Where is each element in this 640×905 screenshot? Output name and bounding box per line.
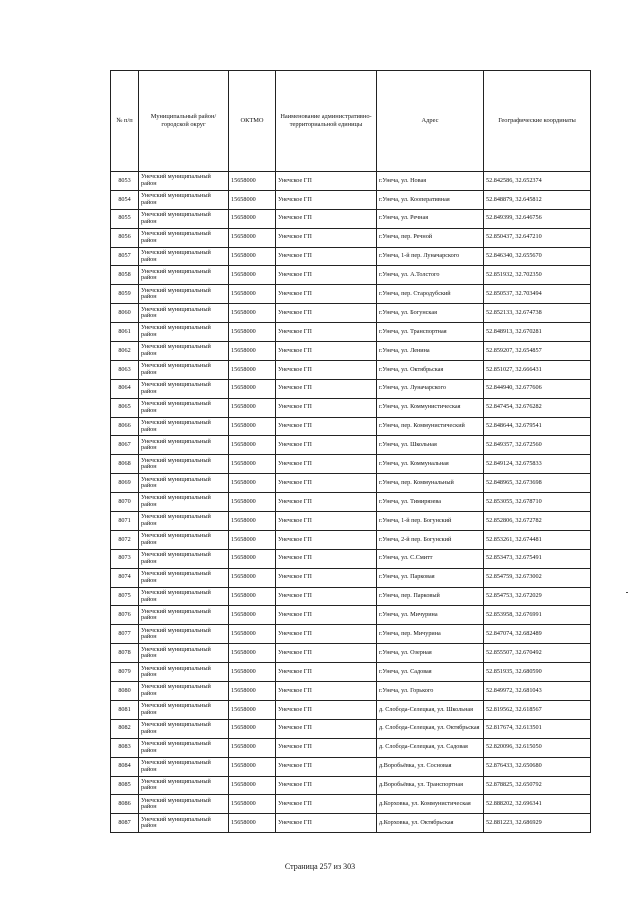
cell-number: 8068: [111, 455, 139, 474]
table-row: [111, 342, 591, 361]
cell-coordinates: 52.820096, 32.615050: [484, 738, 591, 757]
cell-number: 8085: [111, 776, 139, 795]
cell-coordinates: 52.846340, 32.655670: [484, 247, 591, 266]
cell-coordinates: 52.888202, 32.696341: [484, 795, 591, 814]
table-row: [111, 323, 591, 342]
cell-coordinates: 52.848879, 32.645812: [484, 190, 591, 209]
cell-address: г.Унеча, ул. Кооперативная: [377, 190, 484, 209]
cell-oktmo: 15658000: [229, 190, 276, 209]
cell-coordinates: 52.881223, 32.686929: [484, 814, 591, 833]
cell-coordinates: 52.847454, 32.676282: [484, 398, 591, 417]
cell-address: г.Унеча, ул. Мичурина: [377, 606, 484, 625]
table-row: [111, 700, 591, 719]
cell-address: д.Воробьёвка, ул. Сосновая: [377, 757, 484, 776]
table-body: [111, 172, 591, 833]
cell-admin-unit: Унечское ГП: [276, 209, 377, 228]
cell-admin-unit: Унечское ГП: [276, 172, 377, 191]
cell-coordinates: 52.849124, 32.675833: [484, 455, 591, 474]
cell-oktmo: 15658000: [229, 228, 276, 247]
table-row: [111, 455, 591, 474]
cell-admin-unit: Унечское ГП: [276, 757, 377, 776]
cell-admin-unit: Унечское ГП: [276, 304, 377, 323]
cell-oktmo: 15658000: [229, 455, 276, 474]
cell-number: 8075: [111, 587, 139, 606]
cell-coordinates: 52.849972, 32.681043: [484, 682, 591, 701]
table-row: [111, 795, 591, 814]
cell-coordinates: 52.853261, 32.674481: [484, 530, 591, 549]
cell-number: 8067: [111, 436, 139, 455]
cell-oktmo: 15658000: [229, 738, 276, 757]
cell-number: 8061: [111, 323, 139, 342]
cell-coordinates: 52.847074, 32.682489: [484, 625, 591, 644]
table-row: [111, 682, 591, 701]
cell-number: 8071: [111, 512, 139, 531]
cell-number: 8063: [111, 360, 139, 379]
cell-number: 8079: [111, 663, 139, 682]
cell-oktmo: 15658000: [229, 493, 276, 512]
cell-admin-unit: Унечское ГП: [276, 568, 377, 587]
cell-municipality: Унечский муниципальный район: [139, 360, 229, 379]
cell-municipality: Унечский муниципальный район: [139, 323, 229, 342]
cell-number: 8072: [111, 530, 139, 549]
table-row: [111, 549, 591, 568]
cell-number: 8062: [111, 342, 139, 361]
cell-address: г.Унеча, ул. Коммунальная: [377, 455, 484, 474]
cell-address: г.Унеча, ул. Луначарского: [377, 379, 484, 398]
table-row: [111, 738, 591, 757]
cell-address: г.Унеча, ул. Новая: [377, 172, 484, 191]
table-row: [111, 417, 591, 436]
cell-oktmo: 15658000: [229, 682, 276, 701]
table-row: [111, 757, 591, 776]
cell-municipality: Унечский муниципальный район: [139, 512, 229, 531]
cell-oktmo: 15658000: [229, 700, 276, 719]
table-row: [111, 814, 591, 833]
cell-municipality: Унечский муниципальный район: [139, 304, 229, 323]
cell-municipality: Унечский муниципальный район: [139, 285, 229, 304]
table-row: [111, 644, 591, 663]
cell-address: г.Унеча, ул. Октябрьская: [377, 360, 484, 379]
cell-oktmo: 15658000: [229, 304, 276, 323]
table-row: [111, 530, 591, 549]
cell-oktmo: 15658000: [229, 530, 276, 549]
cell-number: 8065: [111, 398, 139, 417]
cell-oktmo: 15658000: [229, 209, 276, 228]
cell-coordinates: 52.859207, 32.654857: [484, 342, 591, 361]
cell-oktmo: 15658000: [229, 776, 276, 795]
cell-coordinates: 52.851932, 32.702350: [484, 266, 591, 285]
table-row: [111, 228, 591, 247]
cell-address: д.Корховка, ул. Коммунистическая: [377, 795, 484, 814]
table-row: [111, 625, 591, 644]
cell-municipality: Унечский муниципальный район: [139, 738, 229, 757]
table-row: [111, 266, 591, 285]
cell-coordinates: 52.876433, 32.650680: [484, 757, 591, 776]
cell-address: г.Унеча, пер. Парковый: [377, 587, 484, 606]
margin-mark: [626, 592, 628, 593]
cell-municipality: Унечский муниципальный район: [139, 530, 229, 549]
cell-address: г.Унеча, ул. Парковая: [377, 568, 484, 587]
cell-address: г.Унеча, пер. Мичурина: [377, 625, 484, 644]
cell-admin-unit: Унечское ГП: [276, 436, 377, 455]
cell-municipality: Унечский муниципальный район: [139, 625, 229, 644]
cell-number: 8055: [111, 209, 139, 228]
cell-admin-unit: Унечское ГП: [276, 247, 377, 266]
cell-municipality: Унечский муниципальный район: [139, 172, 229, 191]
cell-admin-unit: Унечское ГП: [276, 455, 377, 474]
cell-number: 8066: [111, 417, 139, 436]
cell-oktmo: 15658000: [229, 512, 276, 531]
table-row: [111, 247, 591, 266]
table-header-row: [111, 71, 591, 172]
cell-coordinates: 52.850437, 32.647210: [484, 228, 591, 247]
cell-address: г.Унеча, пер. Коммунальный: [377, 474, 484, 493]
cell-municipality: Унечский муниципальный район: [139, 757, 229, 776]
cell-oktmo: 15658000: [229, 663, 276, 682]
cell-number: 8060: [111, 304, 139, 323]
cell-admin-unit: Унечское ГП: [276, 663, 377, 682]
cell-admin-unit: Унечское ГП: [276, 285, 377, 304]
address-registry-table: [110, 70, 591, 833]
cell-oktmo: 15658000: [229, 549, 276, 568]
cell-address: г.Унеча, 2-й пер. Богунский: [377, 530, 484, 549]
cell-municipality: Унечский муниципальный район: [139, 814, 229, 833]
cell-coordinates: 52.842586, 32.652374: [484, 172, 591, 191]
cell-number: 8087: [111, 814, 139, 833]
table-row: [111, 379, 591, 398]
cell-oktmo: 15658000: [229, 360, 276, 379]
cell-municipality: Унечский муниципальный район: [139, 700, 229, 719]
cell-number: 8058: [111, 266, 139, 285]
table-row: [111, 360, 591, 379]
cell-municipality: Унечский муниципальный район: [139, 228, 229, 247]
cell-admin-unit: Унечское ГП: [276, 814, 377, 833]
cell-address: г.Унеча, 1-й пер. Луначарского: [377, 247, 484, 266]
table-row: [111, 663, 591, 682]
cell-coordinates: 52.853473, 32.675491: [484, 549, 591, 568]
cell-coordinates: 52.853958, 32.676991: [484, 606, 591, 625]
header-oktmo: ОКТМО: [229, 71, 276, 172]
cell-coordinates: 52.850537, 32.703494: [484, 285, 591, 304]
cell-number: 8064: [111, 379, 139, 398]
table-row: [111, 776, 591, 795]
cell-coordinates: 52.849399, 32.646756: [484, 209, 591, 228]
cell-coordinates: 52.851935, 32.680590: [484, 663, 591, 682]
cell-number: 8082: [111, 719, 139, 738]
table-row: [111, 606, 591, 625]
cell-municipality: Унечский муниципальный район: [139, 474, 229, 493]
cell-address: г.Унеча, ул. Садовая: [377, 663, 484, 682]
cell-number: 8080: [111, 682, 139, 701]
table-row: [111, 474, 591, 493]
cell-municipality: Унечский муниципальный район: [139, 587, 229, 606]
cell-municipality: Унечский муниципальный район: [139, 190, 229, 209]
cell-address: г.Унеча, пер. Стародубский: [377, 285, 484, 304]
cell-admin-unit: Унечское ГП: [276, 738, 377, 757]
cell-coordinates: 52.849357, 32.672560: [484, 436, 591, 455]
cell-admin-unit: Унечское ГП: [276, 342, 377, 361]
cell-oktmo: 15658000: [229, 323, 276, 342]
cell-admin-unit: Унечское ГП: [276, 606, 377, 625]
cell-oktmo: 15658000: [229, 379, 276, 398]
cell-admin-unit: Унечское ГП: [276, 379, 377, 398]
table-row: [111, 493, 591, 512]
cell-admin-unit: Унечское ГП: [276, 398, 377, 417]
cell-coordinates: 52.848913, 32.670281: [484, 323, 591, 342]
cell-coordinates: 52.852806, 32.672782: [484, 512, 591, 531]
cell-address: д.Корховка, ул. Октябрьская: [377, 814, 484, 833]
cell-admin-unit: Унечское ГП: [276, 474, 377, 493]
cell-coordinates: 52.848965, 32.673698: [484, 474, 591, 493]
cell-admin-unit: Унечское ГП: [276, 323, 377, 342]
cell-admin-unit: Унечское ГП: [276, 417, 377, 436]
cell-address: г.Унеча, ул. С.Смитт: [377, 549, 484, 568]
cell-municipality: Унечский муниципальный район: [139, 455, 229, 474]
cell-address: д. Слобода-Селецкая, ул. Школьная: [377, 700, 484, 719]
table-row: [111, 172, 591, 191]
cell-number: 8057: [111, 247, 139, 266]
cell-municipality: Унечский муниципальный район: [139, 795, 229, 814]
cell-municipality: Унечский муниципальный район: [139, 644, 229, 663]
cell-municipality: Унечский муниципальный район: [139, 417, 229, 436]
cell-address: д.Воробьёвка, ул. Транспортная: [377, 776, 484, 795]
cell-admin-unit: Унечское ГП: [276, 625, 377, 644]
cell-oktmo: 15658000: [229, 172, 276, 191]
cell-oktmo: 15658000: [229, 795, 276, 814]
cell-municipality: Унечский муниципальный район: [139, 398, 229, 417]
header-municipality: Муниципальный район/городской округ: [139, 71, 229, 172]
cell-oktmo: 15658000: [229, 247, 276, 266]
cell-oktmo: 15658000: [229, 606, 276, 625]
cell-oktmo: 15658000: [229, 398, 276, 417]
cell-oktmo: 15658000: [229, 644, 276, 663]
cell-admin-unit: Унечское ГП: [276, 776, 377, 795]
table-row: [111, 436, 591, 455]
cell-coordinates: 52.819562, 32.618567: [484, 700, 591, 719]
cell-oktmo: 15658000: [229, 342, 276, 361]
cell-oktmo: 15658000: [229, 587, 276, 606]
cell-admin-unit: Унечское ГП: [276, 719, 377, 738]
cell-address: г.Унеча, ул. Школьная: [377, 436, 484, 455]
cell-admin-unit: Унечское ГП: [276, 644, 377, 663]
cell-address: г.Унеча, ул. Транспортная: [377, 323, 484, 342]
cell-number: 8077: [111, 625, 139, 644]
cell-oktmo: 15658000: [229, 266, 276, 285]
table-row: [111, 587, 591, 606]
cell-municipality: Унечский муниципальный район: [139, 436, 229, 455]
cell-oktmo: 15658000: [229, 814, 276, 833]
cell-municipality: Унечский муниципальный район: [139, 247, 229, 266]
cell-admin-unit: Унечское ГП: [276, 228, 377, 247]
header-number: № п/п: [111, 71, 139, 172]
table-row: [111, 719, 591, 738]
cell-oktmo: 15658000: [229, 285, 276, 304]
cell-coordinates: 52.852133, 32.674738: [484, 304, 591, 323]
cell-number: 8081: [111, 700, 139, 719]
cell-number: 8084: [111, 757, 139, 776]
cell-coordinates: 52.848644, 32.679541: [484, 417, 591, 436]
table-row: [111, 512, 591, 531]
cell-number: 8078: [111, 644, 139, 663]
cell-oktmo: 15658000: [229, 625, 276, 644]
cell-address: д. Слобода-Селецкая, ул. Октябрьская: [377, 719, 484, 738]
cell-address: г.Унеча, ул. Коммунистическая: [377, 398, 484, 417]
cell-admin-unit: Унечское ГП: [276, 700, 377, 719]
cell-oktmo: 15658000: [229, 719, 276, 738]
cell-number: 8053: [111, 172, 139, 191]
cell-admin-unit: Унечское ГП: [276, 530, 377, 549]
cell-address: г.Унеча, ул. Горького: [377, 682, 484, 701]
cell-admin-unit: Унечское ГП: [276, 266, 377, 285]
cell-admin-unit: Унечское ГП: [276, 549, 377, 568]
cell-address: г.Унеча, ул. Озерная: [377, 644, 484, 663]
cell-address: д. Слобода-Селецкая, ул. Садовая: [377, 738, 484, 757]
cell-municipality: Унечский муниципальный район: [139, 379, 229, 398]
table-row: [111, 190, 591, 209]
cell-coordinates: 52.854753, 32.672029: [484, 587, 591, 606]
header-coordinates: Географические координаты: [484, 71, 591, 172]
cell-admin-unit: Унечское ГП: [276, 493, 377, 512]
cell-municipality: Унечский муниципальный район: [139, 719, 229, 738]
cell-municipality: Унечский муниципальный район: [139, 342, 229, 361]
cell-number: 8076: [111, 606, 139, 625]
page-number-footer: Страница 257 из 303: [284, 862, 356, 871]
cell-number: 8069: [111, 474, 139, 493]
cell-number: 8059: [111, 285, 139, 304]
table-row: [111, 209, 591, 228]
cell-municipality: Унечский муниципальный район: [139, 606, 229, 625]
cell-coordinates: 52.817674, 32.613501: [484, 719, 591, 738]
table-row: [111, 398, 591, 417]
cell-municipality: Унечский муниципальный район: [139, 663, 229, 682]
cell-number: 8070: [111, 493, 139, 512]
header-address: Адрес: [377, 71, 484, 172]
cell-number: 8056: [111, 228, 139, 247]
cell-address: г.Унеча, ул. Речная: [377, 209, 484, 228]
cell-admin-unit: Унечское ГП: [276, 190, 377, 209]
cell-coordinates: 52.844940, 32.677606: [484, 379, 591, 398]
cell-oktmo: 15658000: [229, 474, 276, 493]
cell-number: 8086: [111, 795, 139, 814]
cell-number: 8074: [111, 568, 139, 587]
cell-municipality: Унечский муниципальный район: [139, 549, 229, 568]
cell-coordinates: 52.878825, 32.650792: [484, 776, 591, 795]
cell-oktmo: 15658000: [229, 568, 276, 587]
cell-municipality: Унечский муниципальный район: [139, 568, 229, 587]
cell-number: 8054: [111, 190, 139, 209]
cell-coordinates: 52.853055, 32.678710: [484, 493, 591, 512]
table-row: [111, 285, 591, 304]
cell-municipality: Унечский муниципальный район: [139, 209, 229, 228]
cell-admin-unit: Унечское ГП: [276, 587, 377, 606]
cell-oktmo: 15658000: [229, 417, 276, 436]
cell-admin-unit: Унечское ГП: [276, 682, 377, 701]
cell-admin-unit: Унечское ГП: [276, 360, 377, 379]
cell-address: г.Унеча, пер. Речной: [377, 228, 484, 247]
cell-address: г.Унеча, ул. Ленина: [377, 342, 484, 361]
cell-address: г.Унеча, 1-й пер. Богунский: [377, 512, 484, 531]
cell-coordinates: 52.854759, 32.673002: [484, 568, 591, 587]
cell-admin-unit: Унечское ГП: [276, 512, 377, 531]
cell-municipality: Унечский муниципальный район: [139, 776, 229, 795]
cell-address: г.Унеча, ул. Тимирязева: [377, 493, 484, 512]
cell-address: г.Унеча, ул. А.Толстого: [377, 266, 484, 285]
cell-number: 8073: [111, 549, 139, 568]
cell-municipality: Унечский муниципальный район: [139, 682, 229, 701]
cell-municipality: Унечский муниципальный район: [139, 493, 229, 512]
cell-oktmo: 15658000: [229, 436, 276, 455]
cell-oktmo: 15658000: [229, 757, 276, 776]
cell-coordinates: 52.855507, 32.670492: [484, 644, 591, 663]
cell-address: г.Унеча, пер. Коммунистический: [377, 417, 484, 436]
cell-municipality: Унечский муниципальный район: [139, 266, 229, 285]
cell-number: 8083: [111, 738, 139, 757]
header-admin-unit: Наименование административно-территориальной единицы: [276, 71, 377, 172]
table-row: [111, 568, 591, 587]
cell-coordinates: 52.851027, 32.666431: [484, 360, 591, 379]
table-row: [111, 304, 591, 323]
cell-address: г.Унеча, ул. Богунская: [377, 304, 484, 323]
cell-admin-unit: Унечское ГП: [276, 795, 377, 814]
